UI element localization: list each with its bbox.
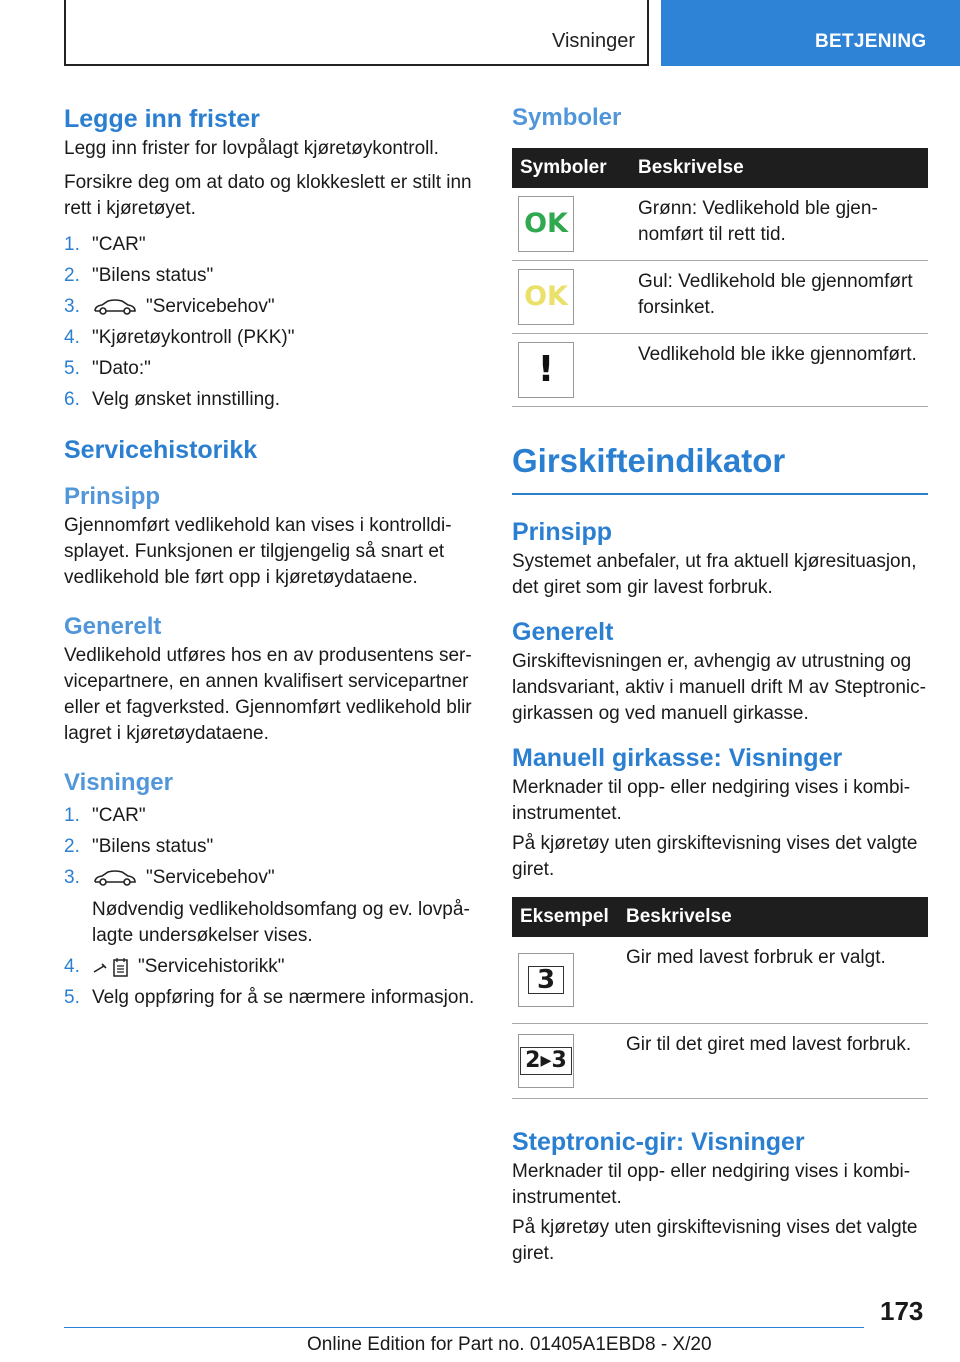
table-row: 3 Gir med lavest forbruk er valgt. [512, 937, 928, 1024]
deadlines-text-1: Legg inn frister for lovpålagt kjøretøykontroll. [64, 138, 439, 159]
ok-yellow-icon: OK [518, 269, 574, 325]
deadlines-text-2: Forsikre deg om at dato og klokkeslett er stilt inn rett i kjøretøyet. [64, 172, 472, 219]
step-note: Nødvendig vedlikeholdsomfang og ev. lovpålagte undersøkelser vises. [92, 899, 470, 946]
heading-views: Visninger [64, 769, 173, 796]
symbols-table [512, 148, 928, 407]
gear-3-icon: 3 [518, 953, 574, 1007]
general-text: Vedlikehold utføres hos en av produsentens servicepartnere, en annen kvalifisert servicepartner eller et fagverksted. Gjennomført vedlikehold blir lagret i kjøretøydataene. [64, 645, 472, 744]
gear-upshift-icon: 2▸3 [518, 1034, 574, 1088]
steptronic-text-1: Merknader til opp- eller nedgiring vises i kombiinstrumentet. [512, 1161, 911, 1208]
manual-text-2: På kjøretøy uten girskiftevisning vises det valgte giret. [512, 833, 918, 880]
heading-general-right: Generelt [512, 618, 614, 646]
edition-note: Online Edition for Part no. 01405A1EBD8 - X/20 [307, 1334, 712, 1355]
left-column [64, 102, 476, 1016]
table-row: OK Grønn: Vedlikehold ble gjennomført til rett tid. [512, 188, 928, 261]
heading-manual-gearbox: Manuell girkasse: Visninger [512, 744, 843, 772]
list-item: 2. "Bilens status" [64, 836, 214, 857]
deadlines-steps [64, 232, 476, 413]
principle-text: Gjennomført vedlikehold kan vises i kontrolldisplayet. Funksjonen er tilgjengelig så snart et vedlikehold ble ført opp i kjøretøydataene. [64, 515, 452, 588]
heading-service-history: Servicehistorikk [64, 436, 258, 464]
heading-deadlines: Legge inn frister [64, 105, 260, 133]
list-item: 5. "Dato:" [64, 358, 151, 379]
table-header-row: Eksempel Beskrivelse [512, 897, 928, 937]
heading-symbols: Symboler [512, 104, 622, 131]
list-item: 1. "CAR" [64, 234, 146, 255]
list-item: 4. "Servicehistorikk" [64, 956, 285, 977]
list-item: 6. Velg ønsket innstilling. [64, 389, 280, 410]
header-chapter-title: BETJENING [815, 31, 927, 52]
list-item: 5. Velg oppføring for å se nærmere informasjon. [64, 987, 475, 1008]
table-row: 2▸3 Gir til det giret med lavest forbruk. [512, 1024, 928, 1099]
car-icon [92, 298, 138, 316]
list-item: 1. "CAR" [64, 805, 146, 826]
list-item: 3. "Servicebehov" Nødvendig vedlikeholdsomfang og ev. lovpålagte undersøkelser vises. [64, 865, 476, 949]
table-row: OK Gul: Vedlikehold ble gjennomført forsinket. [512, 261, 928, 334]
list-item: 2. "Bilens status" [64, 265, 214, 286]
heading-general: Generelt [64, 613, 162, 640]
heading-principle: Prinsipp [64, 483, 161, 510]
footer-divider [64, 1327, 864, 1328]
page-number: 173 [880, 1296, 924, 1326]
heading-shift-indicator: Girskifteindikator [512, 439, 928, 495]
list-item: 4. "Kjøretøykontroll (PKK)" [64, 327, 295, 348]
heading-steptronic: Steptronic-gir: Visninger [512, 1128, 805, 1156]
table-row: ! Vedlikehold ble ikke gjennomført. [512, 334, 928, 407]
car-icon [92, 869, 138, 887]
header-section-tab [64, 0, 649, 66]
example-table [512, 897, 928, 1099]
ok-green-icon: OK [518, 196, 574, 252]
right-column [512, 102, 928, 1267]
header-chapter-tab [661, 0, 960, 66]
exclamation-icon: ! [518, 342, 574, 398]
views-steps [64, 803, 476, 1011]
service-history-icon [92, 956, 130, 978]
steptronic-text-2: På kjøretøy uten girskiftevisning vises det valgte giret. [512, 1217, 918, 1264]
header-section-title: Visninger [551, 30, 635, 52]
manual-text-1: Merknader til opp- eller nedgiring vises i kombiinstrumentet. [512, 777, 911, 824]
table-header-row: Symboler Beskrivelse [512, 148, 928, 188]
heading-principle-right: Prinsipp [512, 518, 613, 546]
principle-right-text: Systemet anbefaler, ut fra aktuell kjøresituasjon, det giret som gir lavest forbruk. [512, 551, 917, 598]
general-right-text: Girskiftevisningen er, avhengig av utrustning og landsvariant, aktiv i manuell drift M av Steptronic-girkassen og ved manuell girkasse. [512, 651, 926, 724]
list-item: 3. "Servicebehov" [64, 296, 275, 317]
